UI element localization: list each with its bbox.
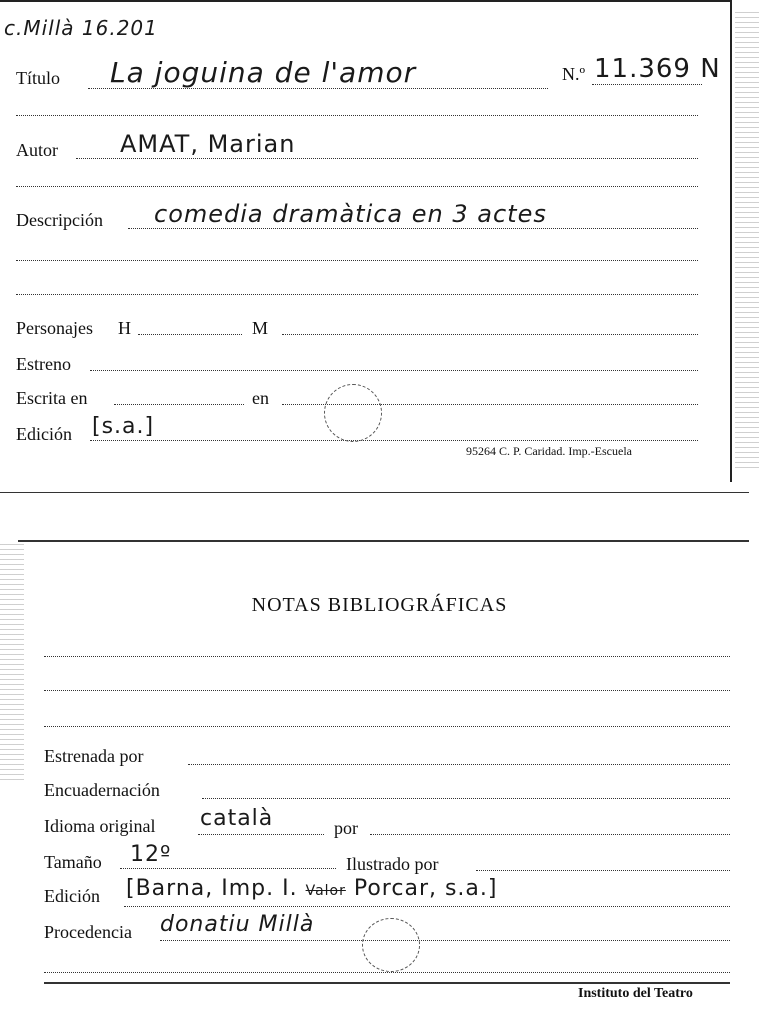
por-line [370,834,730,835]
edicion-struck-word: Valor [305,883,346,899]
procedencia-line-2 [44,972,730,973]
numero-value: 11.369 N [594,54,721,84]
ilustrado-line [476,870,730,871]
estrenada-line [188,764,730,765]
autor-value: AMAT, Marian [120,130,296,158]
edicion-value: [s.a.] [92,414,155,439]
idioma-label: Idioma original [44,816,156,836]
punch-hole-front [324,384,382,442]
scan-noise-left [0,540,24,780]
descripcion-line [128,228,698,229]
escrita-line [114,404,244,405]
m-label: M [252,318,269,338]
card-divider [0,492,749,493]
printer-imprint: 95264 C. P. Caridad. Imp.-Escuela [466,444,632,458]
procedencia-line [160,940,730,941]
tamano-line [120,868,336,869]
estreno-line [90,370,698,371]
notes-line-2 [44,690,730,691]
descripcion-line-3 [16,294,698,295]
notes-title: NOTAS BIBLIOGRÁFICAS [251,594,508,616]
tamano-label: Tamaño [44,852,102,872]
institution-name: Instituto del Teatro [578,986,693,1001]
procedencia-label: Procedencia [44,922,132,942]
estrenada-label: Estrenada por [44,746,144,766]
edicion-line [90,440,698,441]
card-back-bottom-rule [44,982,730,984]
edicion-value-part-a: [Barna, Imp. I. [126,876,298,901]
titulo-label: Título [16,68,60,88]
scan-noise-right [735,8,759,468]
estreno-label: Estreno [16,354,71,374]
autor-line [76,158,698,159]
edicion-back-value [126,876,497,901]
autor-label: Autor [16,140,58,160]
edicion-back-label: Edición [44,886,100,906]
h-label: H [118,318,131,338]
descripcion-value: comedia dramàtica en 3 actes [154,200,547,228]
tamano-value: 12º [130,842,172,867]
edicion-back-line [124,906,730,907]
descripcion-line-2 [16,260,698,261]
en-label: en [252,388,269,408]
edicion-value-part-b: Porcar, s.a.] [353,876,498,901]
idioma-value: català [200,806,274,831]
h-line [138,334,242,335]
titulo-line-2 [16,115,698,116]
autor-line-2 [16,186,698,187]
por-label: por [334,818,358,838]
titulo-value: La joguina de l'amor [110,56,417,89]
encuadernacion-line [202,798,730,799]
corner-note: c.Millà 16.201 [4,16,158,40]
m-line [282,334,698,335]
encuadernacion-label: Encuadernación [44,780,160,800]
notes-line-3 [44,726,730,727]
numero-label: N.º [562,64,586,84]
ilustrado-label: Ilustrado por [346,854,439,874]
descripcion-label: Descripción [16,210,103,230]
personajes-label: Personajes [16,318,93,338]
procedencia-value: donatiu Millà [160,912,315,937]
escrita-label: Escrita en [16,388,88,408]
punch-hole-back [362,918,420,972]
numero-line [592,84,702,85]
notes-line-1 [44,656,730,657]
idioma-line [198,834,324,835]
edicion-label: Edición [16,424,72,444]
